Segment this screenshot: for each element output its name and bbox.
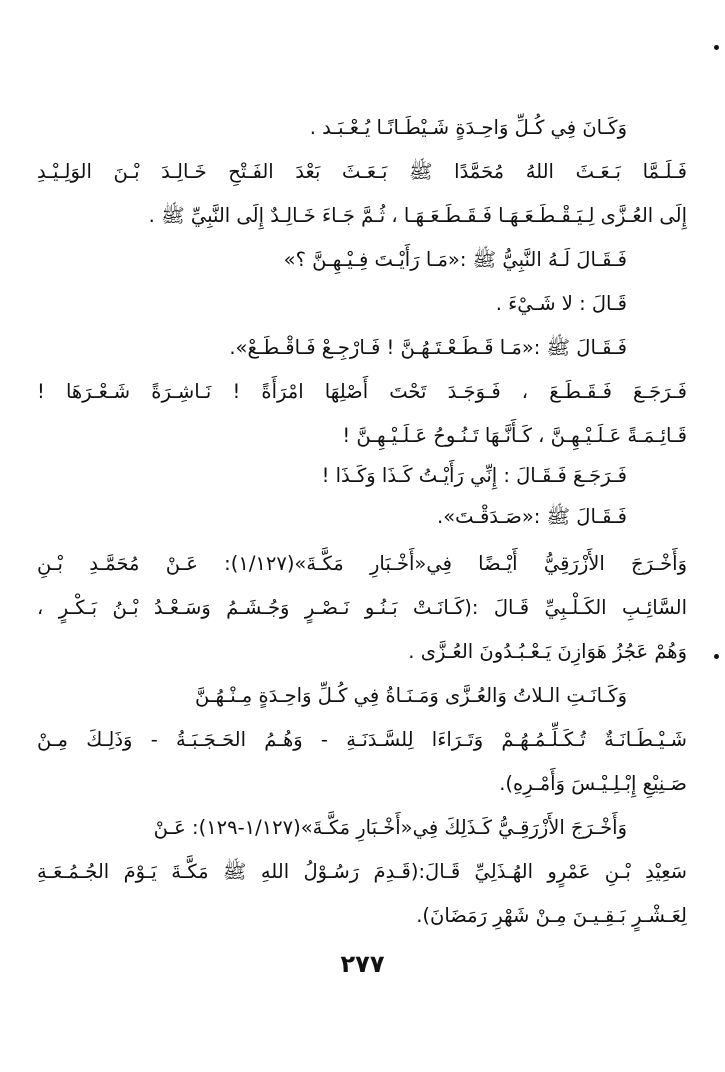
text-line: فَـرَجَـعَ فَـقَـالَ : إِنِّي رَأَيْـتُ كَـذَا وَكَـذَا ! [321,464,627,487]
text-line: وَكَـانَ فِي كُـلِّ وَاحِـدَةٍ شَـيْطَـانًـا يُـعْـبَـد . [309,116,627,139]
text-line: صَـنِيْعِ إِبْـلِـيْـسَ وَأَمْـرِهِ). [499,772,687,795]
text-line: فَـقَـالَ ﷺ :«صَـدَقْـتَ». [437,505,627,528]
margin-dot [714,654,719,659]
page-number: ٢٧٧ [340,950,385,978]
text-line: فَـقَـالَ لَـهُ النَّبِيُّ ﷺ :«مَـا رَأَيْـتَ فِـيْـهِـنَّ ؟» [283,248,627,271]
text-line: وَكَـانَـتِ الـلاتُ وَالعُـزَّى وَمَـنَـاةُ فِي كُـلِّ وَاحِـدَةٍ مِـنْـهُـنَّ [194,684,627,707]
text-line: فَـرَجَـعَ فَـقَـطَـعَ ، فَـوَجَـدَ تَحْتَ أَصْلِهَا امْرَأَةً ! نَـاشِـرَةً شَـعْـرَهَا ! [37,380,687,403]
text-line: شَـيْـطَـانَـةٌ تُـكَـلِّـمُـهُـمْ وَتَـرَاءَا لِلسَّـدَنَـةِ - وَهُـمُ الحَـجَـبَـةُ - وَذَلِـكَ مِـنْ [37,728,687,751]
text-line: فَـلَـمَّا بَـعَـثَ اللهُ مُحَمَّدًا ﷺ بَـعَـثَ بَعْدَ الفَـتْحِ خَـالِـدَ بْـنَ الوَلِـيْـدِ [37,160,687,183]
text-line: السَّائِـبِ الكَـلْـبِيِّ قَـالَ :(كَـانَـتْ بَـنُـو نَـصْـرٍ وَجُـشَـمُ وَسَـعْـدُ بْـنُ بَـكْـرٍ ، [37,596,687,619]
text-line: وَهُمْ عَجُزُ هَوَازِنَ يَـعْـبُـدُونَ العُـزَّى . [408,640,687,663]
text-line: سَعِيْدِ بْـنِ عَمْرٍو الهُـذَلِيِّ قَـالَ:(قَـدِمَ رَسُـوْلُ اللهِ ﷺ مَكَّـةَ يَـوْمَ الجُـمُـعَـةِ [37,860,687,883]
text-line: وَأَخْـرَجَ الأَزْرَقِـيُّ كَـذَلِكَ فِي«أَخْـبَارِ مَكَّـةَ»(١/١٢٧-١٢٩): عَـنْ [153,816,627,839]
text-line: إِلَى العُـزَّى لِـيَـقْـطَـعَـهَـا فَـقَـطَـعَـهَـا ، ثُـمَّ جَـاءَ خَـالِـدٌ إِلَى النَّبِيِّ ﷺ . [148,204,687,227]
text-line: فَـقَـالَ ﷺ :«مَـا قَـطَـعْـتَـهُـنَّ ! فَـارْجِـعْ فَـاقْـطَـعْ». [229,336,627,359]
text-line: وَأَخْـرَجَ الأَزْرَقِيُّ أَيْـضًا فِي«أَخْـبَارِ مَكَّـةَ»(١/١٢٧): عَـنْ مُحَمَّـدِ بْـنِ [37,552,687,575]
text-line: قَـالَ : لا شَـيْءَ . [495,292,627,315]
text-line: قَـائِـمَـةً عَـلَـيْـهِـنَّ ، كَـأَنَّـهَا تَـنُـوحُ عَـلَـيْـهِـنَّ ! [342,424,687,447]
text-line: لِعَـشْـرٍ بَـقِـيـنَ مِـنْ شَهْرِ رَمَضَانَ). [416,904,687,927]
margin-dot [714,45,719,50]
